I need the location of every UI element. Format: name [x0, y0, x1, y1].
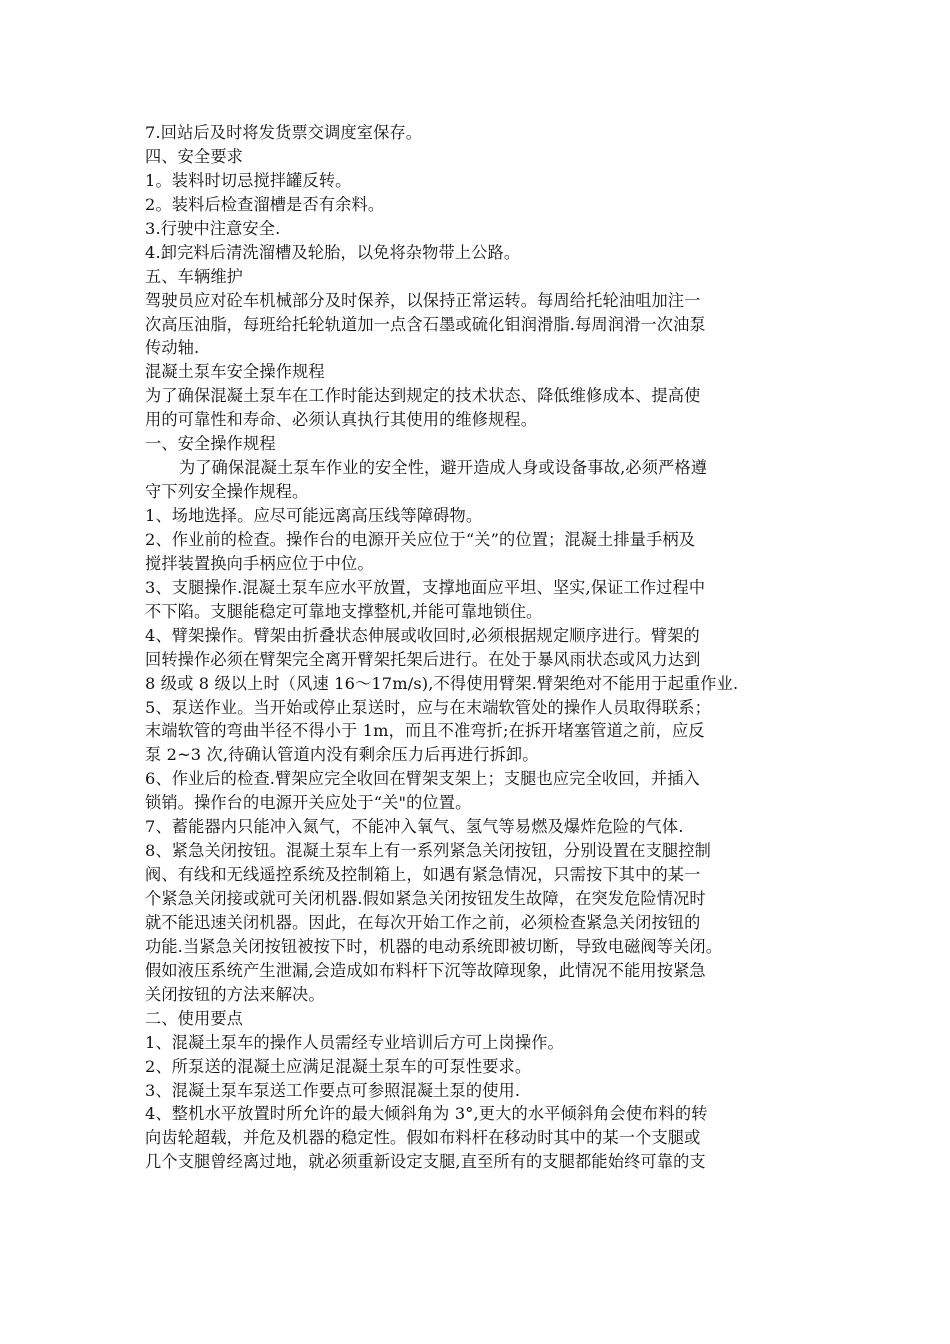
text-line: 几个支腿曾经离过地，就必须重新设定支腿,直至所有的支腿都能始终可靠的支	[145, 1152, 706, 1172]
text-line: 3.行驶中注意安全.	[145, 218, 281, 238]
text-line: 次高压油脂，每班给托轮轨道加一点含石墨或硫化钼润滑脂.每周润滑一次油泵	[145, 314, 706, 334]
text-line: 就不能迅速关闭机器。因此，在每次开始工作之前，必须检查紧急关闭按钮的	[145, 912, 701, 932]
text-line: 8、紧急关闭按钮。混凝土泵车上有一系列紧急关闭按钮，分别设置在支腿控制	[145, 841, 711, 861]
text-line: 用的可靠性和寿命、必须认真执行其使用的维修规程。	[145, 410, 538, 430]
document-body	[145, 121, 807, 1174]
text-line: 守下列安全操作规程。	[145, 482, 309, 502]
text-line: 4、臂架操作。臂架由折叠状态伸展或收回时,必须根据规定顺序进行。臂架的	[145, 625, 700, 645]
text-line: 驾驶员应对砼车机械部分及时保养，以保持正常运转。每周给托轮油咀加注一	[145, 290, 701, 310]
text-line: 4、整机水平放置时所允许的最大倾斜角为 3°,更大的水平倾斜角会使布料的转	[145, 1104, 708, 1124]
text-line: 泵 2~3 次,待确认管道内没有剩余压力后再进行拆卸。	[145, 745, 539, 765]
text-line: 为了确保混凝土泵车作业的安全性，避开造成人身或设备事故,必须严格遵	[179, 458, 708, 478]
text-line: 功能.当紧急关闭按钮被按下时，机器的电动系统即被切断，导致电磁阀等关闭。	[145, 936, 723, 956]
text-line: 个紧急关闭接或就可关闭机器.假如紧急关闭按钮发生故障，在突发危险情况时	[145, 889, 706, 908]
text-line: 四、安全要求	[145, 146, 244, 166]
text-line: 1。装料时切忌搅拌罐反转。	[145, 170, 352, 190]
text-line: 传动轴.	[145, 338, 200, 358]
text-line: 末端软管的弯曲半径不得小于 1m，而且不准弯折;在拆开堵塞管道之前，应反	[145, 721, 705, 741]
text-line: 混凝土泵车安全操作规程	[145, 362, 325, 382]
text-line: 7.回站后及时将发货票交调度室保存。	[145, 123, 423, 142]
text-line: 2、所泵送的混凝土应满足混凝土泵车的可泵性要求。	[145, 1056, 532, 1076]
text-line: 4.卸完料后清洗溜槽及轮胎，以免将杂物带上公路。	[145, 242, 521, 262]
text-line: 为了确保混凝土泵车在工作时能达到规定的技术状态、降低维修成本、提高使	[145, 386, 701, 406]
text-line: 2。装料后检查溜槽是否有余料。	[145, 194, 385, 214]
text-line: 一、安全操作规程	[145, 434, 276, 454]
text-line: 回转操作必须在臂架完全离开臂架托架后进行。在处于暴风雨状态或风力达到	[145, 649, 701, 669]
text-line: 锁销。操作台的电源开关应处于“关"的位置。	[145, 793, 472, 813]
text-line: 3、支腿操作.混凝土泵车应水平放置，支撑地面应平坦、坚实,保证工作过程中	[145, 577, 706, 597]
text-line: 二、使用要点	[145, 1008, 244, 1028]
text-line: 8 级或 8 级以上时（风速 16～17m/s),不得使用臂架.臂架绝对不能用于起重作业.	[145, 673, 739, 693]
text-line: 假如液压系统产生泄漏,会造成如布料杆下沉等故障现象，此情况不能用按紧急	[145, 960, 706, 980]
text-line: 向齿轮超载，并危及机器的稳定性。假如布料杆在移动时其中的某一个支腿或	[145, 1128, 701, 1148]
text-line: 2、作业前的检查。操作台的电源开关应位于“关”的位置；混凝土排量手柄及	[145, 529, 696, 549]
text-line: 7、蓄能器内只能冲入氮气，不能冲入氧气、氢气等易燃及爆炸危险的气体.	[145, 817, 684, 837]
text-line: 不下陷。支腿能稳定可靠地支撑整机,并能可靠地锁住。	[145, 601, 543, 621]
text-line: 3、混凝土泵车泵送工作要点可参照混凝土泵的使用.	[145, 1080, 521, 1100]
text-line: 阀、有线和无线遥控系统及控制箱上，如遇有紧急情况，只需按下其中的某一	[145, 865, 701, 885]
text-line: 搅拌装置换向手柄应位于中位。	[145, 553, 374, 573]
text-line: 关闭按钮的方法来解决。	[145, 984, 325, 1004]
text-line: 1、混凝土泵车的操作人员需经专业培训后方可上岗操作。	[145, 1032, 564, 1052]
text-line: 五、车辆维护	[145, 266, 244, 286]
text-line: 6、作业后的检查.臂架应完全收回在臂架支架上；支腿也应完全收回，并插入	[145, 769, 700, 789]
text-line: 1、场地选择。应尽可能远离高压线等障碍物。	[145, 506, 483, 525]
text-line: 5、泵送作业。当开始或停止泵送时，应与在末端软管处的操作人员取得联系；	[145, 697, 711, 717]
